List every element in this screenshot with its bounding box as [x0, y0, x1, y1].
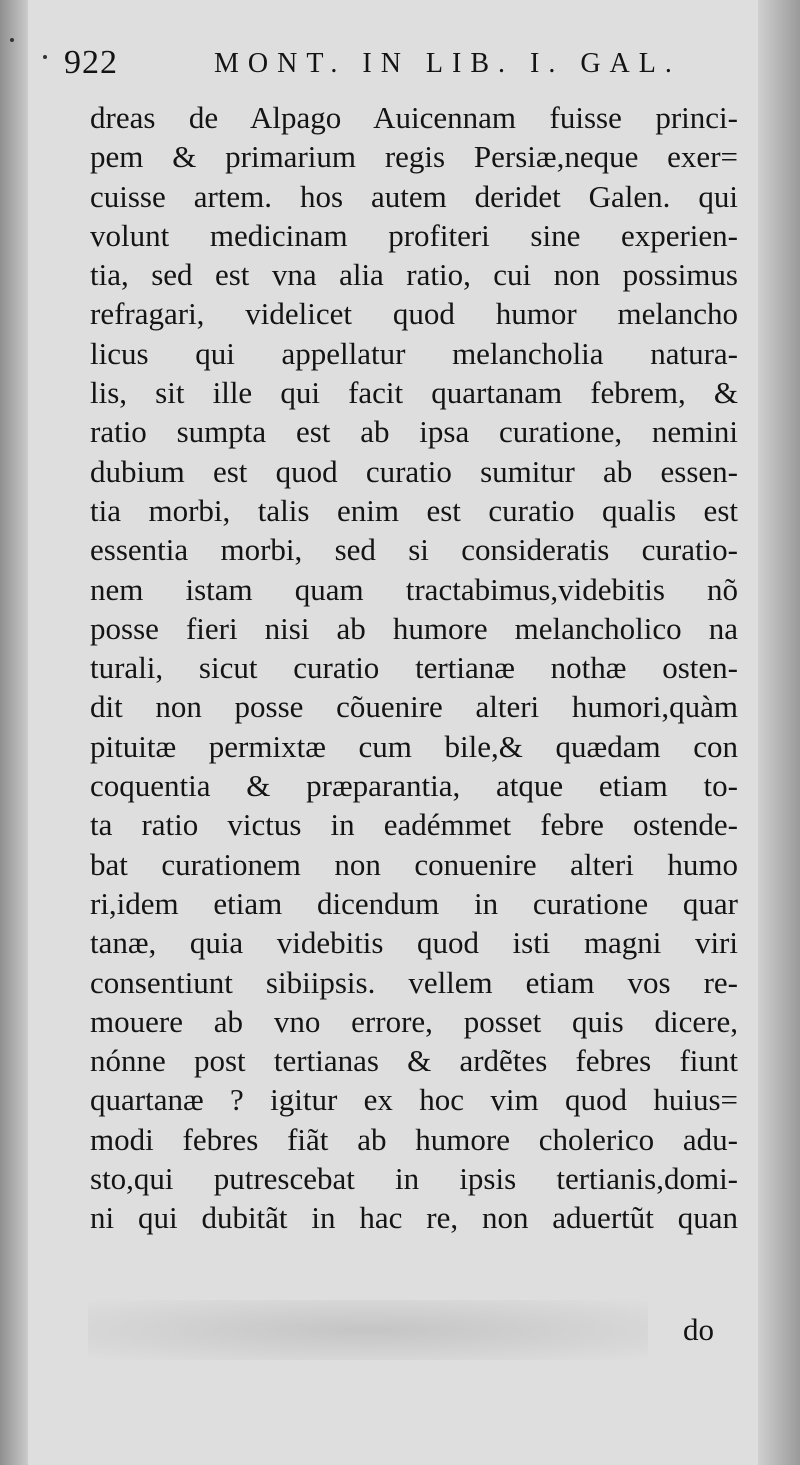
book-page: [28, 0, 758, 1465]
catchword: do: [683, 1312, 714, 1347]
text-line: modi febres fiãt ab humore cholerico adu-: [90, 1121, 738, 1157]
text-line: pem & primarium regis Persiæ,neque exer=: [90, 139, 738, 175]
ink-speck: [43, 55, 47, 59]
text-line: volunt medicinam profiteri sine experien-: [90, 217, 738, 253]
running-title: MONT. IN LIB. I. GAL.: [214, 48, 681, 79]
show-through-ink: [88, 1300, 648, 1360]
body-text: [90, 98, 738, 1238]
scan-edge-right: [756, 0, 800, 1465]
text-line: nem istam quam tractabimus,videbitis nõ: [90, 571, 738, 607]
text-line: ta ratio victus in eadémmet febre ostende-: [90, 807, 738, 843]
text-line: cuisse artem. hos autem deridet Galen. qui: [90, 178, 738, 214]
text-line: quartanæ ? igitur ex hoc vim quod huius=: [90, 1082, 738, 1118]
text-line: consentiunt sibiipsis. vellem etiam vos re-: [90, 964, 738, 1000]
text-line: dreas de Alpago Auicennam fuisse princi-: [90, 100, 738, 135]
text-line: ni qui dubitãt in hac re, non aduertũt quan: [90, 1200, 738, 1236]
text-line: mouere ab vno errore, posset quis dicere,: [90, 1003, 738, 1039]
ink-speck: [10, 38, 14, 42]
text-line: tia, sed est vna alia ratio, cui non possimus: [90, 257, 738, 293]
page-header: [64, 44, 724, 100]
text-line: tia morbi, talis enim est curatio qualis est: [90, 492, 738, 528]
text-line: tanæ, quia videbitis quod isti magni viri: [90, 925, 738, 961]
text-line: posse fieri nisi ab humore melancholico na: [90, 610, 738, 646]
scan-edge-left: [0, 0, 30, 1465]
text-line: sto,qui putrescebat in ipsis tertianis,domi-: [90, 1161, 738, 1197]
text-line: pituitæ permixtæ cum bile,& quædam con: [90, 728, 738, 764]
text-line: dubium est quod curatio sumitur ab essen-: [90, 453, 738, 489]
text-line: nónne post tertianas & ardẽtes febres fiunt: [90, 1043, 738, 1079]
text-line: bat curationem non conuenire alteri humo: [90, 846, 738, 882]
text-line: licus qui appellatur melancholia natura-: [90, 335, 738, 371]
page-number: 922: [64, 44, 118, 81]
text-line: ri,idem etiam dicendum in curatione quar: [90, 885, 738, 921]
text-line: refragari, videlicet quod humor melancho: [90, 296, 738, 332]
text-line: turali, sicut curatio tertianæ nothæ osten-: [90, 650, 738, 686]
text-line: essentia morbi, sed si consideratis curatio-: [90, 532, 738, 568]
text-line: coquentia & præparantia, atque etiam to-: [90, 768, 738, 804]
text-line: lis, sit ille qui facit quartanam febrem, &: [90, 375, 738, 411]
text-line: dit non posse cõuenire alteri humori,quàm: [90, 689, 738, 725]
text-line: ratio sumpta est ab ipsa curatione, nemini: [90, 414, 738, 450]
